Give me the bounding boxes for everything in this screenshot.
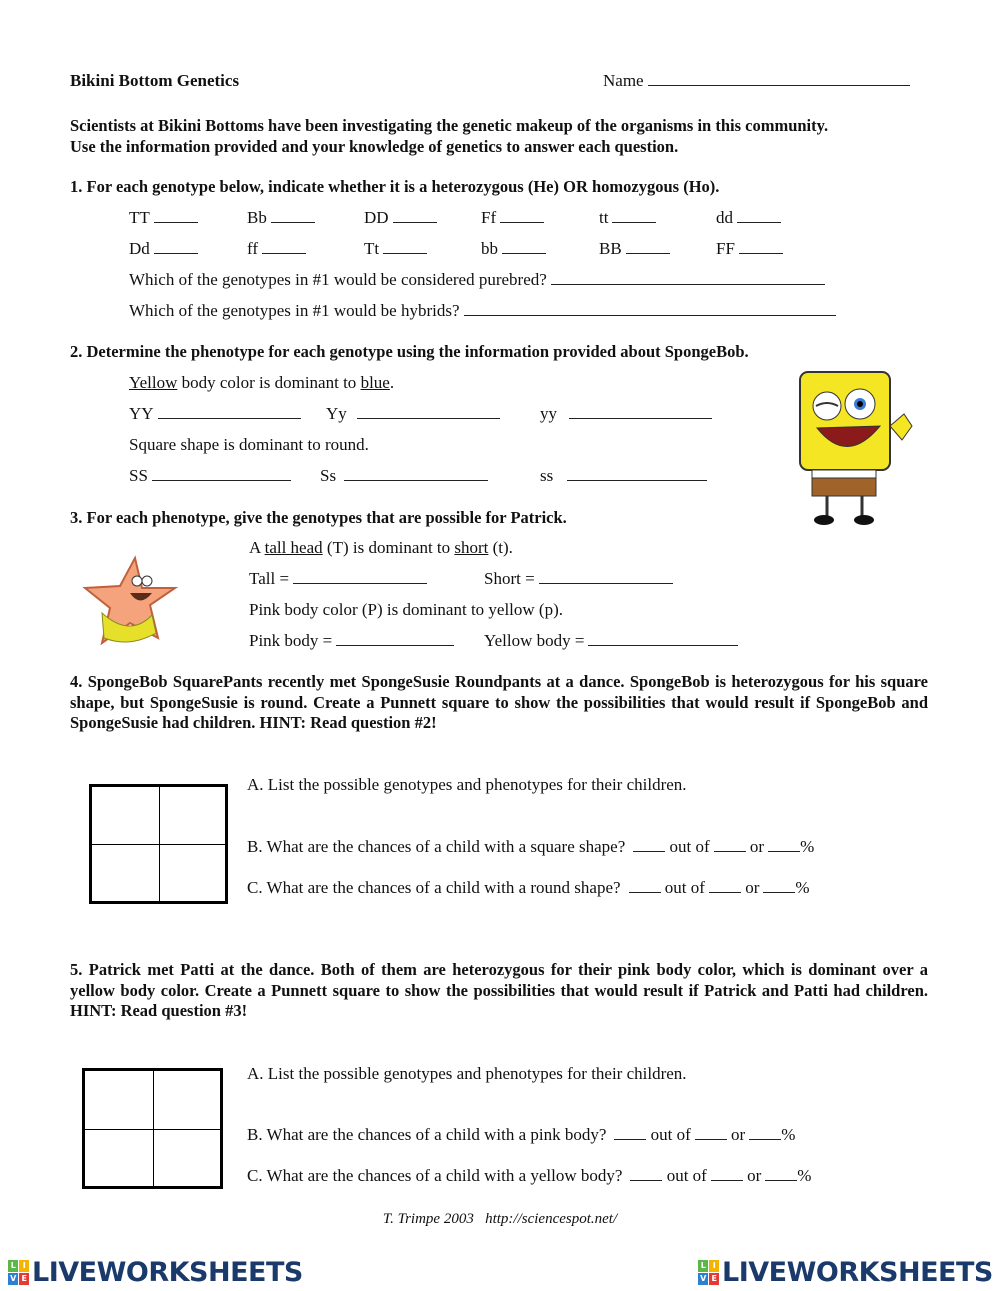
zygosity-input[interactable] — [500, 207, 544, 223]
purebred-input[interactable] — [551, 269, 825, 285]
genotype-item — [129, 465, 291, 487]
tall-input[interactable] — [293, 568, 427, 584]
genotype-label: tt — [599, 208, 609, 227]
q4-a: A. List the possible genotypes and phenotypes for their children. — [247, 775, 687, 794]
punnett-square-2[interactable] — [82, 1068, 223, 1189]
liveworksheets-logo — [698, 1257, 993, 1288]
short-item — [484, 568, 673, 590]
genotype-item — [129, 403, 301, 425]
genotype-item — [481, 207, 544, 229]
total-input[interactable] — [695, 1124, 727, 1140]
hybrids-question — [129, 300, 836, 322]
zygosity-input[interactable] — [262, 238, 306, 254]
q3-prompt: 3. For each phenotype, give the genotypes that are possible for Patrick. — [70, 508, 567, 527]
q2-prompt: 2. Determine the phenotype for each genotype using the information provided about SpongeBob. — [70, 342, 749, 361]
yellow-label: Yellow body = — [484, 631, 585, 650]
count-input[interactable] — [633, 836, 665, 852]
name-label: Name — [603, 71, 644, 90]
total-input[interactable] — [714, 836, 746, 852]
purebred-question — [129, 269, 825, 291]
genotype-label: FF — [716, 239, 735, 258]
genotype-label: YY — [129, 404, 154, 423]
footer-credit: T. Trimpe 2003 http://sciencespot.net/ — [382, 1211, 618, 1227]
genotype-label: bb — [481, 239, 498, 258]
genotype-item — [716, 238, 783, 260]
yellow-input[interactable] — [588, 630, 738, 646]
logo-letter: I — [19, 1260, 29, 1272]
question-text: B. What are the chances of a child with a pink body? — [247, 1125, 607, 1144]
logo-letter: E — [19, 1273, 29, 1285]
phenotype-input[interactable] — [152, 465, 291, 481]
blue-term: blue — [360, 373, 390, 392]
rule-text: (T) is dominant to — [322, 538, 455, 557]
genotype-item — [599, 207, 656, 229]
zygosity-input[interactable] — [393, 207, 437, 223]
genotype-label: ff — [247, 239, 259, 258]
phenotype-input[interactable] — [158, 403, 301, 419]
genotype-label: dd — [716, 208, 733, 227]
genotype-label: Bb — [247, 208, 267, 227]
or-label: or — [749, 837, 765, 856]
pink-item — [249, 630, 454, 652]
q5-c — [247, 1165, 811, 1187]
liveworksheets-logo — [8, 1257, 303, 1288]
genotype-label: DD — [364, 208, 389, 227]
genotype-label: ss — [540, 466, 554, 485]
logo-text: LIVEWORKSHEETS — [722, 1257, 993, 1288]
worksheet-title: Bikini Bottom Genetics — [70, 71, 240, 90]
phenotype-input[interactable] — [344, 465, 488, 481]
percent-input[interactable] — [763, 877, 795, 893]
count-input[interactable] — [629, 877, 661, 893]
question-text: C. What are the chances of a child with a yellow body? — [247, 1166, 623, 1185]
percent-input[interactable] — [765, 1165, 797, 1181]
patrick-image — [80, 553, 180, 653]
intro-line-2: Use the information provided and your knowledge of genetics to answer each question. — [70, 137, 679, 156]
question-text: C. What are the chances of a child with a round shape? — [247, 878, 621, 897]
question-text: B. What are the chances of a child with a square shape? — [247, 837, 626, 856]
genotype-item — [247, 238, 306, 260]
logo-text: LIVEWORKSHEETS — [32, 1257, 303, 1288]
name-field-row — [603, 70, 910, 92]
genotype-item — [129, 238, 198, 260]
zygosity-input[interactable] — [383, 238, 427, 254]
percent-sign: % — [781, 1125, 796, 1144]
percent-input[interactable] — [749, 1124, 781, 1140]
name-input[interactable] — [648, 70, 910, 86]
zygosity-input[interactable] — [612, 207, 656, 223]
total-input[interactable] — [711, 1165, 743, 1181]
out-of-label: out of — [664, 878, 705, 897]
zygosity-input[interactable] — [154, 238, 198, 254]
yellow-term: Yellow — [129, 373, 178, 392]
logo-letter: V — [698, 1273, 708, 1285]
zygosity-input[interactable] — [739, 238, 783, 254]
genotype-label: yy — [540, 404, 557, 423]
genotype-item — [481, 238, 546, 260]
or-label: or — [731, 1125, 746, 1144]
logo-icon — [8, 1260, 29, 1285]
tall-item — [249, 568, 427, 590]
or-label: or — [747, 1166, 762, 1185]
zygosity-input[interactable] — [626, 238, 670, 254]
logo-letter: I — [709, 1260, 719, 1272]
phenotype-input[interactable] — [357, 403, 500, 419]
tall-head-term: tall head — [264, 538, 323, 557]
short-label: Short = — [484, 569, 535, 588]
q5-b — [247, 1124, 795, 1146]
out-of-label: out of — [650, 1125, 691, 1144]
genotype-item — [540, 465, 707, 487]
genotype-label: SS — [129, 466, 148, 485]
genotype-item — [364, 207, 437, 229]
rule-text: (t). — [488, 538, 513, 557]
genotype-label: BB — [599, 239, 622, 258]
pink-input[interactable] — [336, 630, 454, 646]
genotype-label: TT — [129, 208, 150, 227]
logo-letter: E — [709, 1273, 719, 1285]
logo-letter: V — [8, 1273, 18, 1285]
genotype-item — [599, 238, 670, 260]
color-rule — [129, 372, 394, 394]
q5-a: A. List the possible genotypes and phenotypes for their children. — [247, 1064, 687, 1083]
percent-input[interactable] — [768, 836, 800, 852]
pink-rule: Pink body color (P) is dominant to yellow (p). — [249, 600, 564, 619]
count-input[interactable] — [614, 1124, 646, 1140]
rule-text: body color is dominant to — [177, 373, 361, 392]
percent-sign: % — [800, 837, 815, 856]
count-input[interactable] — [630, 1165, 662, 1181]
genotype-label: Dd — [129, 239, 150, 258]
zygosity-input[interactable] — [154, 207, 198, 223]
total-input[interactable] — [709, 877, 741, 893]
genotype-item — [716, 207, 781, 229]
zygosity-input[interactable] — [271, 207, 315, 223]
yellow-item — [484, 630, 738, 652]
period: . — [389, 373, 395, 392]
purebred-label: Which of the genotypes in #1 would be considered purebred? — [129, 270, 547, 289]
percent-sign: % — [795, 878, 810, 897]
pink-label: Pink body = — [249, 631, 333, 650]
q1-prompt: 1. For each genotype below, indicate whether it is a heterozygous (He) OR homozygous (Ho). — [70, 177, 720, 196]
genotype-item — [129, 207, 198, 229]
zygosity-input[interactable] — [502, 238, 546, 254]
tall-label: Tall = — [249, 569, 290, 588]
genotype-label: Ff — [481, 208, 497, 227]
q4-b — [247, 836, 814, 858]
or-label: or — [745, 878, 760, 897]
short-term: short — [454, 538, 489, 557]
punnett-square-1[interactable] — [89, 784, 228, 904]
genotype-item — [540, 403, 712, 425]
logo-letter: L — [698, 1260, 708, 1272]
q4-prompt: 4. SpongeBob SquarePants recently met SpongeSusie Roundpants at a dance. SpongeBob is heterozygous for his square shape, but SpongeSusie is round. Create a Punnett square to show the possibilities that would result if SpongeBob and SpongeSusie had children. HINT: Read question #2! — [70, 672, 928, 732]
q4-c — [247, 877, 810, 899]
q5-prompt: 5. Patrick met Patti at the dance. Both of them are heterozygous for their pink body color, which is dominant over a yellow body color. Create a Punnett square to show the possibilities that would result if Patrick and Patti had children. HINT: Read question #3! — [70, 960, 928, 1020]
hybrids-label: Which of the genotypes in #1 would be hybrids? — [129, 301, 460, 320]
intro-line-1: Scientists at Bikini Bottoms have been investigating the genetic makeup of the organisms in this community. — [70, 116, 829, 135]
genotype-item — [364, 238, 427, 260]
hybrids-input[interactable] — [464, 300, 836, 316]
genotype-item — [320, 465, 488, 487]
logo-letter: L — [8, 1260, 18, 1272]
short-input[interactable] — [539, 568, 673, 584]
genotype-label: Ss — [320, 466, 337, 485]
phenotype-input[interactable] — [567, 465, 707, 481]
logo-icon — [698, 1260, 719, 1285]
rule-text: A — [249, 538, 265, 557]
genotype-label: Yy — [326, 404, 347, 423]
spongebob-image — [772, 366, 922, 531]
genotype-item — [326, 403, 500, 425]
genotype-item — [247, 207, 315, 229]
phenotype-input[interactable] — [569, 403, 712, 419]
out-of-label: out of — [666, 1166, 707, 1185]
out-of-label: out of — [669, 837, 710, 856]
genotype-label: Tt — [364, 239, 380, 258]
tall-rule — [249, 537, 513, 559]
percent-sign: % — [797, 1166, 812, 1185]
zygosity-input[interactable] — [737, 207, 781, 223]
shape-rule: Square shape is dominant to round. — [129, 435, 369, 454]
